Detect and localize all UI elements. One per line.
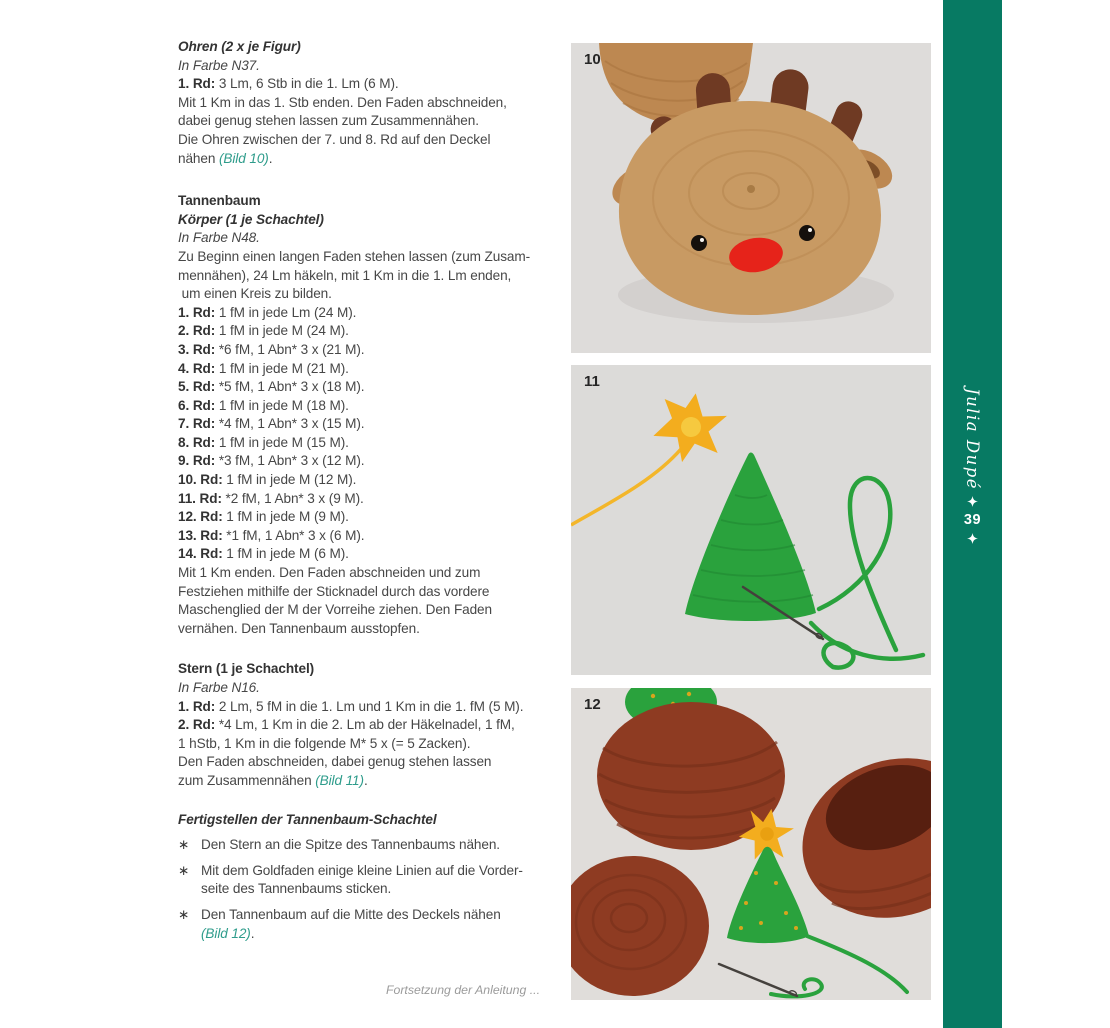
- reindeer-lid-illustration: [571, 43, 931, 353]
- text-line: zum Zusammennähen (Bild 11).: [178, 772, 368, 788]
- asterisk-bullet-icon: ∗: [178, 906, 190, 922]
- page-number-group: [943, 496, 1002, 544]
- text-line: Mit 1 Km in das 1. Stb enden. Den Faden abschneiden,: [178, 94, 507, 110]
- section-tannenbaum: [178, 192, 562, 638]
- round-line: 11. Rd: *2 fM, 1 Abn* 3 x (9 M).: [178, 490, 364, 506]
- heading-fertigstellen: Fertigstellen der Tannenbaum-Schachtel: [178, 811, 437, 827]
- footer-note: Fortsetzung der Anleitung ...: [385, 983, 540, 997]
- round-line: 12. Rd: 1 fM in jede M (9 M).: [178, 509, 349, 525]
- round-line: 10. Rd: 1 fM in jede M (12 M).: [178, 472, 357, 488]
- section-ohren: [178, 38, 562, 168]
- text-line: Mit 1 Km enden. Den Faden abschneiden und zum: [178, 565, 481, 581]
- subheading-koerper: Körper (1 je Schachtel): [178, 211, 324, 227]
- section-fertigstellen: [178, 811, 562, 944]
- round-line: 4. Rd: 1 fM in jede M (21 M).: [178, 360, 349, 376]
- round-line: 6. Rd: 1 fM in jede M (18 M).: [178, 397, 349, 413]
- round-line: 3. Rd: *6 fM, 1 Abn* 3 x (21 M).: [178, 341, 365, 357]
- list-item: [178, 836, 562, 855]
- asterisk-bullet-icon: ∗: [178, 837, 190, 853]
- sparkle-icon: [967, 533, 978, 544]
- color-note: In Farbe N37.: [178, 57, 260, 73]
- round-line: 5. Rd: *5 fM, 1 Abn* 3 x (18 M).: [178, 379, 365, 395]
- photo-label-10: 10: [584, 51, 601, 68]
- photo-12-finished-box-parts: [571, 688, 931, 1000]
- round-line: 2. Rd: 1 fM in jede M (24 M).: [178, 323, 349, 339]
- text-line: um einen Kreis zu bilden.: [178, 286, 332, 302]
- reindeer-right-eye: [799, 225, 815, 241]
- heading-stern: Stern (1 je Schachtel): [178, 661, 315, 677]
- text-line: Den Faden abschneiden, dabei genug stehen lassen: [178, 754, 492, 770]
- round-line: 2. Rd: *4 Lm, 1 Km in die 2. Lm ab der Häkelnadel, 1 fM,: [178, 717, 515, 733]
- text-line: seite des Tannenbaums sticken.: [201, 881, 392, 897]
- photo-11-tree-and-star: [571, 365, 931, 675]
- round-line: 1. Rd: 2 Lm, 5 fM in die 1. Lm und 1 Km in die 1. fM (5 M).: [178, 698, 524, 714]
- photo-label-12: 12: [584, 696, 601, 713]
- round-line: 1. Rd: 3 Lm, 6 Stb in die 1. Lm (6 M).: [178, 76, 399, 92]
- round-line: 9. Rd: *3 fM, 1 Abn* 3 x (12 M).: [178, 453, 365, 469]
- text-line: vernähen. Den Tannenbaum ausstopfen.: [178, 620, 420, 636]
- sparkle-icon: [967, 496, 978, 507]
- round-line: 14. Rd: 1 fM in jede M (6 M).: [178, 546, 349, 562]
- sidebar: [943, 0, 1002, 1028]
- bild-11-link[interactable]: (Bild 11): [315, 772, 364, 788]
- round-line: 13. Rd: *1 fM, 1 Abn* 3 x (6 M).: [178, 527, 365, 543]
- text-line: dabei genug stehen lassen zum Zusammennähen.: [178, 113, 479, 129]
- text-line: Mit dem Goldfaden einige kleine Linien auf die Vorder-: [201, 862, 523, 878]
- bild-10-link[interactable]: (Bild 10): [218, 150, 269, 166]
- text-line: Die Ohren zwischen der 7. und 8. Rd auf den Deckel: [178, 131, 491, 147]
- text-line: Den Stern an die Spitze des Tannenbaums nähen.: [201, 837, 500, 853]
- eye-glint: [700, 238, 704, 242]
- text-line: 1 hStb, 1 Km in die folgende M* 5 x (= 5 Zacken).: [178, 735, 471, 751]
- reindeer-left-eye: [691, 235, 707, 251]
- text-line: Maschenglied der M der Vorreihe ziehen. Den Faden: [178, 602, 492, 618]
- reindeer-head: [619, 101, 881, 315]
- asterisk-bullet-icon: ∗: [178, 862, 190, 878]
- box-parts-illustration: [571, 688, 931, 1000]
- color-note: In Farbe N16.: [178, 680, 260, 695]
- color-note: In Farbe N48.: [178, 230, 260, 246]
- sidebar-author: Julia Dupé: [963, 388, 982, 491]
- heading-tannenbaum: Tannenbaum: [178, 193, 261, 209]
- eye-glint: [808, 228, 812, 232]
- tree-star-illustration: [571, 365, 931, 675]
- text-line: (Bild 12).: [201, 925, 255, 941]
- text-line: Den Tannenbaum auf die Mitte des Deckels nähen: [201, 906, 501, 922]
- photo-label-11: 11: [584, 373, 600, 390]
- bild-12-link[interactable]: (Bild 12): [201, 925, 251, 941]
- round-line: 1. Rd: 1 fM in jede Lm (24 M).: [178, 304, 357, 320]
- text-line: Zu Beginn einen langen Faden stehen lassen (zum Zusam-: [178, 248, 531, 264]
- photo-10-reindeer-lid: [571, 43, 931, 353]
- heading-ohren: Ohren (2 x je Figur): [178, 39, 301, 54]
- instruction-column: [178, 38, 562, 943]
- text-line: Festziehen mithilfe der Sticknadel durch das vordere: [178, 583, 490, 599]
- text-line: nähen (Bild 10).: [178, 150, 273, 166]
- list-item: [178, 862, 562, 899]
- page-number: 39: [963, 512, 982, 528]
- text-line: mennähen), 24 Lm häkeln, mit 1 Km in die 1. Lm enden,: [178, 267, 512, 283]
- section-stern: [178, 660, 562, 790]
- round-line: 8. Rd: 1 fM in jede M (15 M).: [178, 434, 349, 450]
- list-item: [178, 906, 562, 943]
- round-line: 7. Rd: *4 fM, 1 Abn* 3 x (15 M).: [178, 416, 365, 432]
